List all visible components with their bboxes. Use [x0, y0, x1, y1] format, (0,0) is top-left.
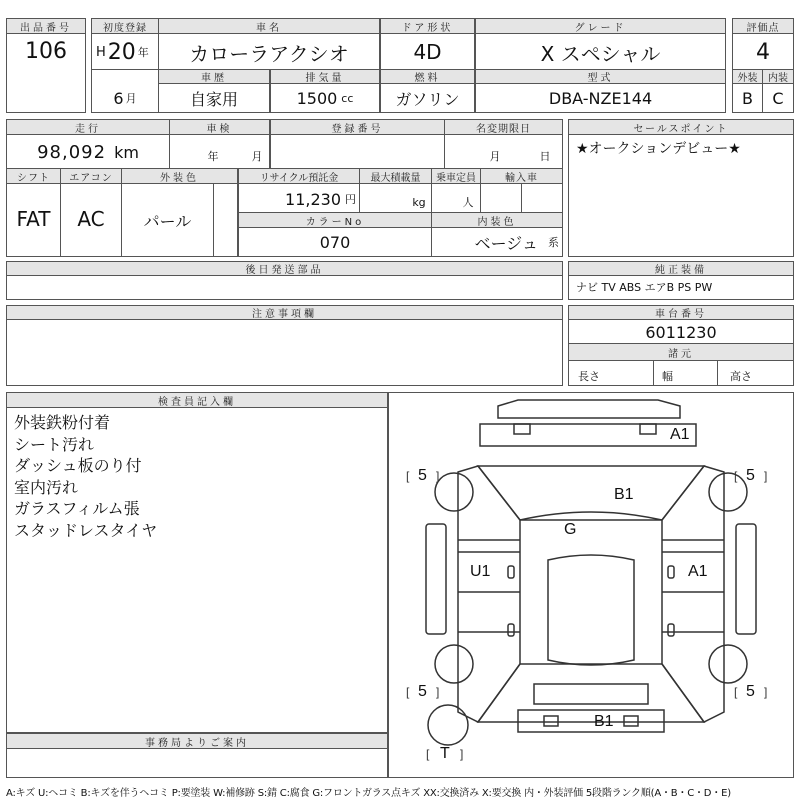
history: 自家用: [189, 89, 238, 109]
tire-fr-icon: [709, 473, 747, 511]
front-plate-r: [640, 424, 656, 434]
first-reg-header: 初度登録: [91, 18, 159, 34]
tire-rr-icon: [709, 645, 747, 683]
later-parts-header: 後日発送部品: [6, 261, 563, 276]
remark-item: スタッドレスタイヤ: [14, 520, 158, 540]
reg-no-header: 登録番号: [270, 119, 445, 135]
trunk-outline: [478, 664, 704, 722]
mark-tire-rr: 5: [746, 683, 755, 700]
body-left-outline: [458, 466, 520, 722]
notes-cell: [6, 319, 563, 386]
int-color: ベージュ 系: [474, 233, 559, 253]
reg-no-cell: [270, 134, 445, 169]
lot-no: 106: [25, 38, 67, 64]
svg-text:[: [: [406, 469, 410, 483]
history-header: 車歴: [158, 69, 270, 84]
shift-header: シフト: [6, 168, 61, 184]
mark-tire-rl: 5: [418, 683, 427, 700]
grade-header: グレード: [475, 18, 726, 34]
inspection-year-unit: 年: [207, 150, 219, 163]
mark-tire-fl: 5: [418, 467, 427, 484]
left-side-panel: [426, 524, 446, 634]
svg-text:]: ]: [460, 747, 464, 761]
import-cell-a: [480, 183, 522, 213]
mark-left-side: U1: [470, 563, 491, 580]
remark-item: 外装鉄粉付着: [14, 413, 111, 432]
rear-bumper-outline: [534, 684, 648, 704]
score: 4: [756, 39, 770, 65]
remark-item: ガラスフィルム張: [14, 499, 140, 518]
svg-text:[: [: [426, 747, 430, 761]
later-parts-cell: [6, 275, 563, 300]
ext-color-header: 外装色: [121, 168, 238, 184]
car-diagram: [388, 392, 794, 778]
roof-outline: [548, 555, 634, 665]
displacement: 1500 cc: [296, 88, 354, 108]
aircon: AC: [77, 207, 105, 231]
chassis-header: 車台番号: [568, 305, 794, 320]
model-code: DBA-NZE144: [548, 88, 653, 108]
interior-grade: C: [772, 88, 784, 108]
import-header: 輸入車: [480, 168, 563, 184]
body-right-outline: [662, 466, 724, 722]
ext-color: パール: [143, 211, 192, 231]
specs-header: 諸元: [568, 343, 794, 361]
svg-text:[: [: [406, 685, 410, 699]
fuel-header: 燃料: [380, 69, 475, 84]
ext-color-extra-cell: [213, 183, 238, 257]
svg-text:]: ]: [436, 685, 440, 699]
first-reg-year: H 20 年: [96, 39, 149, 65]
max-load-unit: kg: [412, 195, 426, 209]
tire-fl-icon: [435, 473, 473, 511]
remark-item: 室内汚れ: [14, 477, 79, 497]
svg-text:[: [: [734, 469, 738, 483]
mark-right-side: A1: [688, 563, 708, 580]
sales-point-header: セールスポイント: [568, 119, 794, 135]
equipment-header: 純正装備: [568, 261, 794, 276]
front-plate: [514, 424, 530, 434]
score-header: 評価点: [732, 18, 794, 34]
mark-rear-bumper: B1: [594, 713, 614, 730]
door-header: ドア形状: [380, 18, 475, 34]
grade: X スペシャル: [540, 41, 661, 66]
spec-height: 高さ: [730, 370, 752, 383]
exterior-grade: B: [742, 88, 753, 108]
name-change-header: 名変期限日: [444, 119, 563, 135]
remark-item: シート汚れ: [14, 434, 95, 454]
model-code-header: 型式: [475, 69, 726, 84]
inspection-month-unit: 月: [251, 150, 263, 163]
exterior-header: 外装: [732, 69, 763, 84]
name-change-month-unit: 月: [489, 150, 501, 163]
legend: A:キズ U:ヘコミ B:キズを伴うヘコミ P:要塗装 W:補修跡 S:錆 C:腐食 G:フロントガラス点キズ XX:交換済み X:要交換 内・外装評価 5段階ランク順(A・B・C・D・E): [6, 788, 731, 799]
mileage-header: 走行: [6, 119, 170, 135]
color-no: 070: [319, 232, 351, 252]
inspector-header: 検査員記入欄: [6, 392, 388, 408]
fuel: ガソリン: [395, 89, 460, 109]
capacity-unit: 人: [462, 196, 474, 209]
right-side-panel: [736, 524, 756, 634]
door: 4D: [413, 40, 442, 64]
import-cell-b: [521, 183, 563, 213]
spec-width: 幅: [662, 370, 673, 383]
capacity-header: 乗車定員: [431, 168, 481, 184]
svg-text:[: [: [734, 685, 738, 699]
svg-text:]: ]: [764, 469, 768, 483]
mileage: 98,092 km: [37, 141, 139, 163]
interior-header: 内装: [762, 69, 794, 84]
displacement-header: 排気量: [270, 69, 380, 84]
car-name-header: 車名: [158, 18, 380, 34]
max-load-header: 最大積載量: [359, 168, 432, 184]
sales-point: ★オークションデビュー★: [576, 141, 741, 157]
chassis: 6011230: [645, 322, 717, 342]
mark-spare: T: [440, 745, 450, 762]
notes-header: 注意事項欄: [6, 305, 563, 320]
spec-length: 長さ: [578, 370, 600, 383]
svg-text:]: ]: [764, 685, 768, 699]
spare-tire-icon: [428, 705, 468, 745]
equipment: ナビ TV ABS エアB PS PW: [576, 281, 713, 294]
tire-rl-icon: [435, 645, 473, 683]
shift: FAT: [16, 207, 51, 231]
mark-windshield: G: [564, 521, 577, 538]
front-bumper-outline: [498, 400, 680, 418]
recycle: 11,230 円: [285, 189, 356, 209]
aircon-header: エアコン: [60, 168, 122, 184]
office-cell: [6, 748, 388, 778]
office-header: 事務局よりご案内: [6, 733, 388, 749]
rear-bumper: [518, 710, 664, 732]
int-color-header: 内装色: [431, 212, 563, 228]
color-no-header: カラーNo: [238, 212, 432, 228]
car-name: カローラアクシオ: [189, 41, 349, 66]
svg-text:]: ]: [436, 469, 440, 483]
recycle-header: リサイクル預託金: [238, 168, 360, 184]
mark-hood: B1: [614, 486, 634, 503]
spec-height-cell: [717, 360, 794, 386]
first-reg-month: 6 月: [113, 88, 137, 108]
inspection-header: 車検: [169, 119, 270, 135]
remarks-list: [14, 412, 157, 541]
mark-front-bumper: A1: [670, 426, 690, 443]
mark-tire-fr: 5: [746, 467, 755, 484]
name-change-day-unit: 日: [539, 150, 551, 163]
front-grille: [480, 424, 696, 446]
remark-item: ダッシュ板のり付: [14, 456, 142, 475]
lot-no-header: 出品番号: [6, 18, 86, 34]
